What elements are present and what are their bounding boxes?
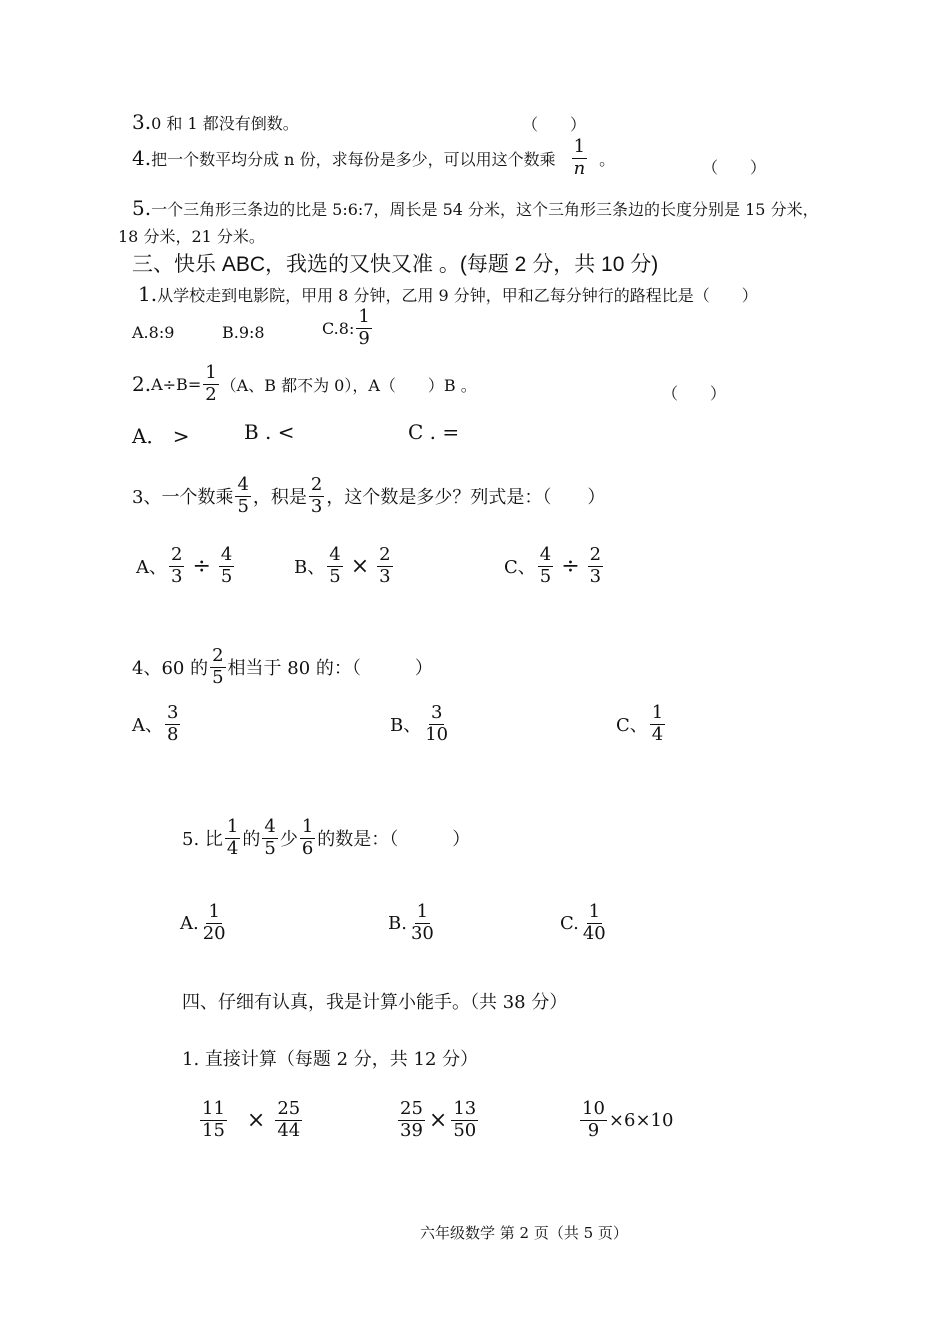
fraction: $\frac{13}{50}$ xyxy=(453,1098,477,1141)
fraction: $\frac{3}{8}$ xyxy=(167,702,179,745)
answer-paren[interactable]: （ ） xyxy=(662,384,727,403)
option-b[interactable]: B. $\frac{1}{30}$ xyxy=(388,901,434,944)
option-c[interactable]: C . = xyxy=(408,420,460,444)
tf-question-4: 4. 把一个数平均分成 n 份，求每份是多少，可以用这个数乘 $\frac{1}{n}$ 。 xyxy=(132,136,616,179)
q-number: 3. xyxy=(132,110,152,134)
option-a[interactable]: A． > xyxy=(132,424,190,448)
option-a[interactable]: A、 $\frac{2}{3}$ ÷ $\frac{4}{5}$ xyxy=(136,544,233,587)
fraction: $\frac{25}{44}$ xyxy=(277,1098,301,1141)
fraction: $\frac{2}{3}$ xyxy=(379,544,391,587)
fraction: $\frac{11}{15}$ xyxy=(202,1098,225,1141)
fraction: $\frac{1}{6}$ xyxy=(301,816,314,859)
fraction: $\frac{2}{5}$ xyxy=(212,645,224,688)
tf-question-3 xyxy=(132,110,299,134)
fraction: $\frac{1}{4}$ xyxy=(226,816,239,859)
option-c[interactable]: C. $\frac{1}{40}$ xyxy=(560,901,606,944)
fraction: $\frac{2}{3}$ xyxy=(171,544,183,587)
fraction: $\frac{1}{n}$ xyxy=(573,136,586,179)
q-text: 把一个数平均分成 n 份，求每份是多少，可以用这个数乘 xyxy=(151,149,556,169)
option-a[interactable]: A、 $\frac{3}{8}$ xyxy=(132,702,179,745)
q-number: 4. xyxy=(132,146,152,171)
fraction: $\frac{25}{39}$ xyxy=(400,1098,423,1141)
fraction: $\frac{1}{30}$ xyxy=(410,901,434,944)
answer-paren[interactable]: （ ） xyxy=(702,158,767,177)
mc-question-4: 4、60 的 $\frac{2}{5}$ 相当于 80 的：（ ） xyxy=(132,645,433,688)
fraction: $\frac{4}{5}$ xyxy=(220,544,233,587)
mc-question-1: 1.从学校走到电影院，甲用 8 分钟，乙用 9 分钟，甲和乙每分钟行的路程比是（ ） xyxy=(138,282,758,306)
q-number: 5. xyxy=(132,196,152,220)
calc-expression-2: $\frac{25}{39}$ × $\frac{13}{50}$ xyxy=(400,1098,477,1141)
mc-question-3: 3、一个数乘 $\frac{4}{5}$ ，积是 $\frac{2}{3}$ ，这个数是多少？列式是：（ ） xyxy=(132,474,606,517)
mc-question-2: 2. A÷B= $\frac{1}{2}$ （A、B 都不为 0），A（ ）B 。 xyxy=(132,362,477,405)
fraction: $\frac{1}{20}$ xyxy=(202,901,226,944)
fraction: $\frac{10}{9}$ xyxy=(582,1098,605,1141)
fraction: $\frac{1}{9}$ xyxy=(358,306,370,349)
option-c[interactable]: C、 $\frac{4}{5}$ ÷ $\frac{2}{3}$ xyxy=(504,544,602,587)
subsection-title: 1. 直接计算（每题 2 分，共 12 分） xyxy=(182,1049,479,1070)
option-b[interactable]: B . < xyxy=(244,420,295,444)
fraction: $\frac{4}{5}$ xyxy=(539,544,552,587)
fraction: $\frac{1}{4}$ xyxy=(651,702,664,745)
option-b[interactable]: B.9:8 xyxy=(222,323,265,342)
answer-paren[interactable]: （ ） xyxy=(522,115,587,134)
option-b[interactable]: B、 $\frac{4}{5}$ × $\frac{2}{3}$ xyxy=(294,544,391,587)
option-a[interactable]: A.8:9 xyxy=(132,323,175,342)
fraction: $\frac{2}{3}$ xyxy=(589,544,602,587)
section-3-title: 三、快乐 ABC，我选的又快又准 。(每题 2 分，共 10 分) xyxy=(132,253,659,276)
option-b[interactable]: B、 $\frac{3}{10}$ xyxy=(390,702,449,745)
fraction: $\frac{4}{5}$ xyxy=(237,474,249,517)
option-c[interactable]: C.8: $\frac{1}{9}$ xyxy=(322,306,370,349)
fraction: $\frac{4}{5}$ xyxy=(264,816,276,859)
fraction: $\frac{1}{40}$ xyxy=(582,901,606,944)
calc-expression-1: $\frac{11}{15}$ × $\frac{25}{44}$ xyxy=(202,1098,301,1141)
q-text: 0 和 1 都没有倒数。 xyxy=(151,114,299,133)
fraction: $\frac{2}{3}$ xyxy=(310,474,323,517)
page-footer: 六年级数学 第 2 页（共 5 页） xyxy=(420,1224,628,1242)
tf-question-5: 5.一个三角形三条边的比是 5:6:7，周长是 54 分米，这个三角形三条边的长度分别是 15 分米， xyxy=(132,196,819,220)
option-a[interactable]: A. $\frac{1}{20}$ xyxy=(180,901,226,944)
calc-expression-3: $\frac{10}{9}$ ×6×10 xyxy=(582,1098,674,1141)
mc-question-5: 5. 比 $\frac{1}{4}$ 的 $\frac{4}{5}$ 少 $\frac{1}{6}$ 的数是：（ ） xyxy=(182,816,471,859)
fraction: $\frac{3}{10}$ xyxy=(425,702,449,745)
fraction: $\frac{1}{2}$ xyxy=(205,362,217,405)
option-c[interactable]: C、 $\frac{1}{4}$ xyxy=(616,702,664,745)
fraction: $\frac{4}{5}$ xyxy=(329,544,341,587)
section-4-title: 四、仔细有认真，我是计算小能手。（共 38 分） xyxy=(182,992,568,1013)
tf-question-5-cont: 18 分米，21 分米。 xyxy=(118,227,265,246)
